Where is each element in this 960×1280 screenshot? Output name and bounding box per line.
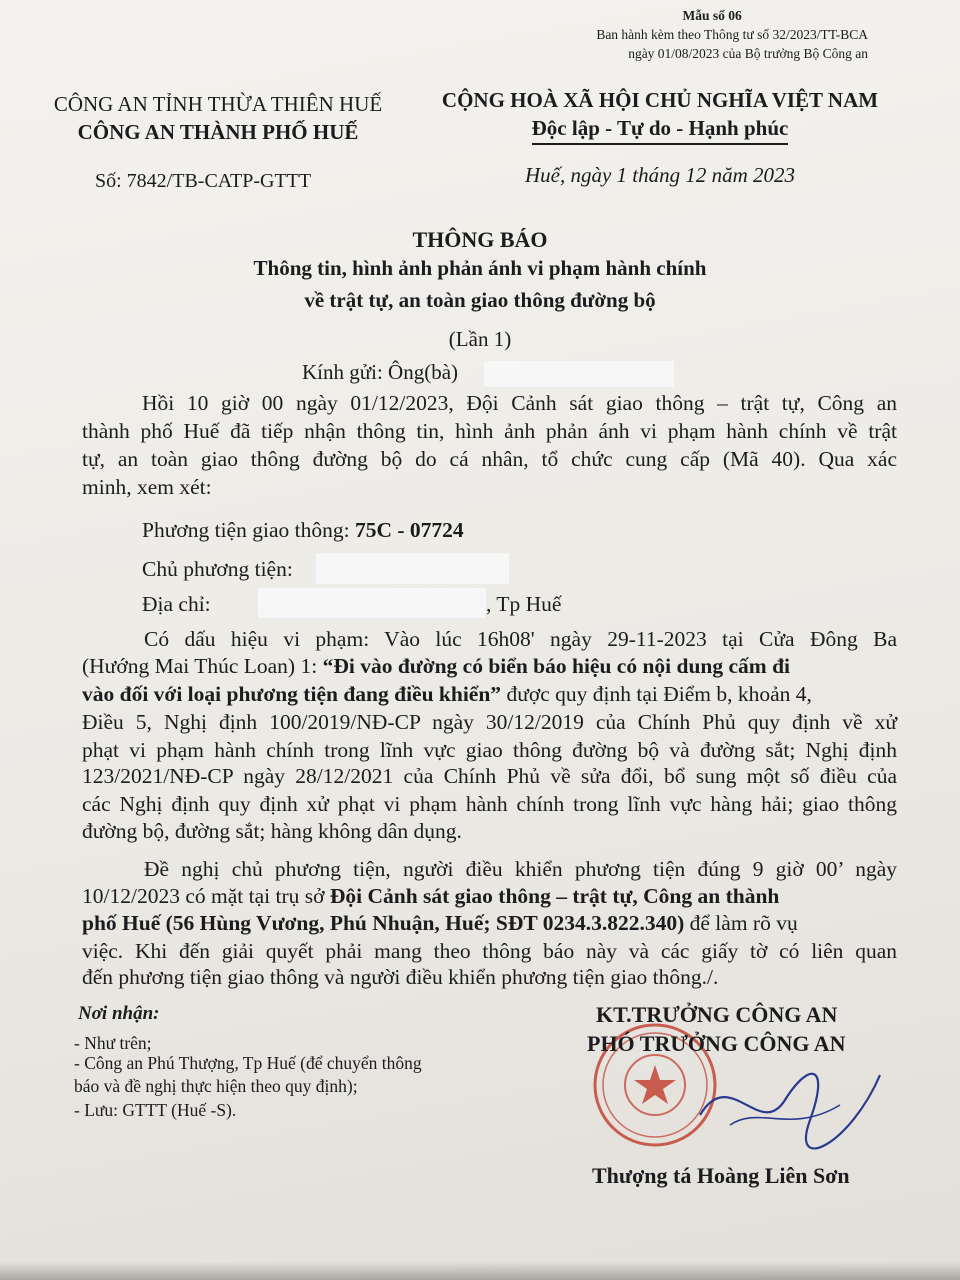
- request-line: Đề nghị chủ phương tiện, người điều khiển phương tiện đúng 9 giờ 00’ ngày: [144, 857, 897, 881]
- violation-regulation: được quy định tại Điểm b, khoản 4,: [501, 682, 812, 706]
- page-shadow: [0, 1262, 960, 1280]
- owner-row: [142, 555, 293, 583]
- form-line-2: ngày 01/08/2023 của Bộ trưởng Bộ Công an: [628, 46, 868, 61]
- intro-line: Hồi 10 giờ 00 ngày 01/12/2023, Đội Cảnh sát giao thông – trật tự, Công an: [142, 391, 897, 415]
- recipients-heading: Nơi nhận:: [78, 1003, 160, 1024]
- intro-line: thành phố Huế đã tiếp nhận thông tin, hình ảnh phản ánh vi phạm hành chính về trật: [82, 419, 897, 443]
- violation-description-cont: vào đối với loại phương tiện đang điều khiển”: [82, 682, 502, 706]
- violation-line: [82, 652, 790, 680]
- national-header: [430, 86, 890, 145]
- owner-label: Chủ phương tiện:: [142, 557, 293, 581]
- vehicle-row: [142, 516, 464, 544]
- signature-title-1: KT.TRƯỞNG CÔNG AN: [596, 1002, 838, 1027]
- address-suffix: , Tp Huế: [486, 592, 562, 616]
- agency-line-2: CÔNG AN THÀNH PHỐ HUẾ: [77, 120, 359, 144]
- signature-title-2: PHÓ TRƯỞNG CÔNG AN: [587, 1031, 846, 1056]
- signer-name: Thượng tá Hoàng Liên Sơn: [592, 1163, 850, 1188]
- attempt-number: (Lần 1): [448, 327, 512, 351]
- recipients-item: - Lưu: GTTT (Huế -S).: [74, 1100, 237, 1120]
- recipients-item: báo và đề nghị thực hiện theo quy định);: [74, 1076, 358, 1096]
- request-line: việc. Khi đến giải quyết phải mang theo thông báo này và các giấy tờ có liên quan: [82, 939, 897, 963]
- document-date: Huế, ngày 1 tháng 12 năm 2023: [525, 163, 796, 187]
- violation-location: (Hướng Mai Thúc Loan) 1:: [82, 654, 323, 678]
- document-subtitle-1: Thông tin, hình ảnh phản ánh vi phạm hành chính: [253, 256, 707, 280]
- handwritten-signature: [690, 1045, 890, 1155]
- document-number: Số: 7842/TB-CATP-GTTT: [95, 170, 312, 192]
- violation-line: [82, 680, 812, 708]
- violation-line: Có dấu hiệu vi phạm: Vào lúc 16h08' ngày 29-11-2023 tại Cửa Đông Ba: [144, 627, 897, 651]
- request-office-address: phố Huế (56 Hùng Vương, Phú Nhuận, Huế; SĐT 0234.3.822.340): [82, 911, 685, 935]
- request-line: [82, 909, 798, 937]
- violation-description: “Đi vào đường có biển báo hiệu có nội dung cấm đi: [322, 654, 791, 678]
- violation-line: phạt vi phạm hành chính trong lĩnh vực giao thông đường bộ và đường sắt; Nghị định: [82, 738, 897, 762]
- document-subtitle-2: về trật tự, an toàn giao thông đường bộ: [304, 288, 656, 312]
- document-title: THÔNG BÁO: [412, 227, 548, 252]
- request-office: Đội Cảnh sát giao thông – trật tự, Công an thành: [329, 884, 780, 908]
- national-motto: Độc lập - Tự do - Hạnh phúc: [532, 114, 789, 145]
- vehicle-label: Phương tiện giao thông:: [142, 518, 355, 542]
- intro-line: tự, an toàn giao thông đường bộ do cá nhân, tổ chức cung cấp (Mã 40). Qua xác: [82, 447, 897, 471]
- request-line: [82, 882, 779, 910]
- violation-line: 123/2021/NĐ-CP ngày 28/12/2021 của Chính Phủ về sửa đổi, bổ sung một số điều của: [82, 764, 897, 788]
- form-reference: [596, 6, 868, 63]
- request-date: 10/12/2023 có mặt tại trụ sở: [82, 884, 330, 908]
- recipient-label: Kính gửi: Ông(bà): [302, 360, 459, 384]
- violation-line: đường bộ, đường sắt; hàng không dân dụng.: [82, 819, 462, 843]
- recipients-item: - Như trên;: [74, 1033, 152, 1053]
- agency-line-1: CÔNG AN TỈNH THỪA THIÊN HUẾ: [53, 92, 383, 116]
- national-title: CỘNG HOÀ XÃ HỘI CHỦ NGHĨA VIỆT NAM: [441, 88, 879, 112]
- request-purpose: để làm rõ vụ: [684, 911, 798, 935]
- redacted-owner-name: [316, 553, 509, 584]
- recipients-item: - Công an Phú Thượng, Tp Huế (để chuyển thông: [74, 1053, 422, 1073]
- address-label: Địa chỉ:: [142, 592, 211, 616]
- violation-line: các Nghị định quy định xử phạt vi phạm hành chính trong lĩnh vực hàng hải; giao thông: [82, 792, 897, 816]
- redacted-recipient-name: [484, 361, 674, 387]
- vehicle-plate: 75C - 07724: [354, 518, 464, 542]
- request-line: đến phương tiện giao thông và người điều khiển phương tiện giao thông./.: [82, 965, 719, 989]
- form-line-1: Ban hành kèm theo Thông tư số 32/2023/TT-BCA: [596, 27, 868, 42]
- form-number: Mẫu số 06: [682, 8, 742, 23]
- intro-line: minh, xem xét:: [82, 475, 212, 499]
- violation-line: Điều 5, Nghị định 100/2019/NĐ-CP ngày 30/12/2019 của Chính Phủ quy định về xử: [82, 710, 897, 734]
- agency-header: [38, 90, 398, 146]
- redacted-address: [258, 588, 486, 618]
